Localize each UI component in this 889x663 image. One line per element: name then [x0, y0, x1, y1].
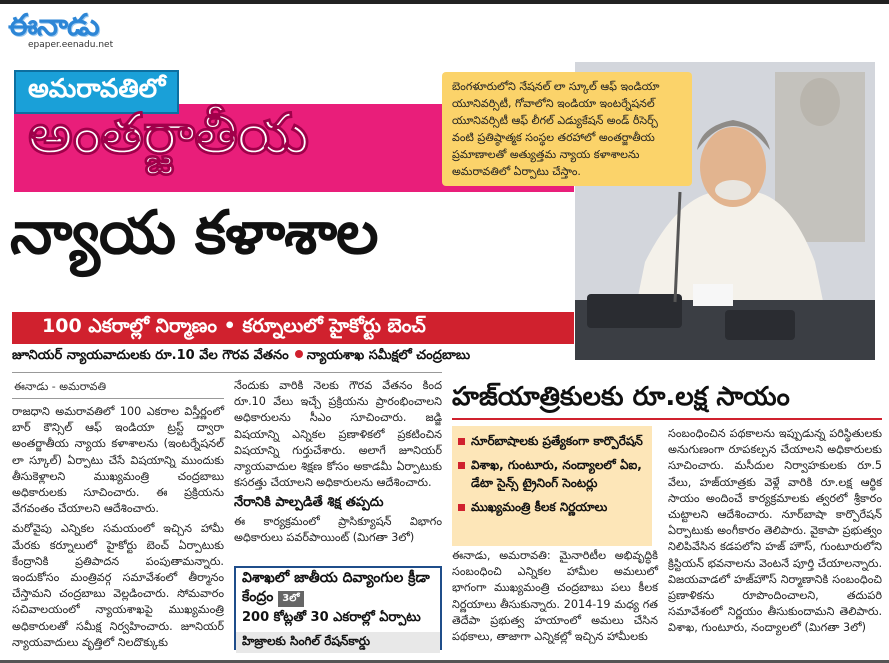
- bullet-square-icon: [458, 504, 465, 511]
- kicker-label: అమరావతిలో: [14, 70, 179, 114]
- bullet-dot-icon: [295, 350, 303, 358]
- bullet-text: విశాఖ, గుంటూరు, నంద్యాలలో ఏఐ, డేటా సైన్స్ ట్రైనింగ్ సెంటర్లు: [471, 458, 642, 490]
- article-column-2: [234, 378, 442, 546]
- box-line-1: 200 కోట్లతో 30 ఎకరాల్లో ఏర్పాటు: [242, 610, 421, 625]
- paragraph-text: సంబంధించిన పథకాలను ఇప్పుడున్న పరిస్థితులకు అనుగుణంగా రూపకల్పన చేయాలని అధికారులకు సూచించారు. మసీదుల నిర్వాహకులకు రూ.5 వేలు, హజ్‌యాత్రకు వెళ్లే వారికి రూ.లక్ష ఆర్థిక సాయం అందించే కార్యక్రమాలకు త్వరలో శ్రీకారం చుట్టాలని ఆదేశించారు. నూర్‌బాషా కార్పొరేషన్ ఏర్పాటుకు అంగీకారం తెలిపారు. వైకాపా ప్రభుత్వం నిలిపివేసిన కడపలోని హజ్ హౌస్, గుంటూరులోని క్రిస్టియన్ భవనాలను వెంటనే పూర్తి చేయాలన్నారు. విజయవాడలో హజ్‌హౌస్ నిర్మాణానికి సంబంధించి ప్రణాళికను రూపొందించాలని, తదుపరి సమావేశంలో నిర్ణయం తీసుకుందామని తెలిపారు. విశాఖ, గుంటూరు, నంద్యాలలో: [668, 427, 882, 635]
- subheadline-part-2: న్యాయశాఖ సమీక్షలో చంద్రబాబు: [306, 348, 471, 363]
- paragraph: మరోవైపు ఎన్నికల సమయంలో ఇచ్చిన హామీ మేరకు కర్నూలులో హైకోర్టు బెంచ్ ఏర్పాటుకు కేంద్రానికి ప్రతిపాదన పంపుతామన్నారు. ఇందుకోసం మంత్రివర్గ సమావేశంలో తీర్మానం చేస్తామని చంద్రబాబు వెల్లడించారు. సోమవారం సచివాలయంలో న్యాయశాఖపై ముఖ్యమంత్రి అధికారులతో సమీక్ష నిర్వహించారు. జూనియర్ న్యాయవాదులు వృత్తిలో నిలదొక్కుకు: [12, 522, 224, 649]
- paragraph: నేందుకు వారికి నెలకు గౌరవ వేతనం కింద రూ.10 వేలు ఇచ్చే ప్రక్రియను ప్రారంభించాలని అధికారులను సీఎం సూచించారు. జడ్జి విషయాన్ని ఎన్నికల ప్రణాళికలో ప్రకటించిన విషయాన్ని గుర్తుచేశారు. అలాగే జూనియర్ న్యాయవాదుల శిక్షణ కోసం అకాడమీ ఏర్పాటుకు కసరత్తు చేయాలని అధికారులను ఆదేశించారు.: [234, 379, 442, 490]
- haj-headline: హజ్‌యాత్రికులకు రూ.లక్ష సాయం: [452, 382, 790, 412]
- epaper-url: epaper.eenadu.net: [28, 40, 114, 50]
- byline: ఈనాడు - అమరావతి: [14, 380, 107, 393]
- subheadline-part-1: జూనియర్ న్యాయవాదులకు రూ.10 వేల గౌరవ వేతనం: [12, 348, 289, 363]
- bullet-item: [458, 498, 646, 516]
- article-column-1: [12, 404, 224, 651]
- haj-bullet-box: [452, 426, 652, 546]
- continued-link[interactable]: (మిగతా 3లో): [352, 530, 415, 544]
- sports-center-box: [234, 566, 442, 650]
- bullet-item: [458, 432, 646, 450]
- bullet-item: [458, 456, 646, 492]
- top-border: [0, 0, 889, 4]
- page-tag[interactable]: 3లో: [278, 591, 303, 607]
- bullet-square-icon: [458, 462, 465, 469]
- headline-line-1: అంతర్జాతీయ: [28, 102, 309, 167]
- callout-box: బెంగళూరులోని నేషనల్ లా స్కూల్ ఆఫ్ ఇండియా యూనివర్సిటీ, గోవాలోని ఇండియా ఇంటర్నేషనల్ యూనివర్సిటీ ఆఫ్ లీగల్ ఎడ్యుకేషన్ అండ్ రీసెర్చ్ వంటి ప్రతిష్ఠాత్మక సంస్థల తరహాలో అంతర్జాతీయ ప్రమాణాలతో అత్యుత్తమ న్యాయ కళాశాలను అమరావతిలో ఏర్పాటు చేస్తాం.: [442, 72, 692, 186]
- continued-link[interactable]: (మిగతా 3లో): [804, 621, 866, 635]
- bullet-text: నూర్‌బాషాలకు ప్రత్యేకంగా కార్పొరేషన్: [471, 434, 643, 448]
- paragraph-text: ఈ కార్యక్రమంలో ప్రాసిక్యూషన్ విభాగం అధికారులు పవర్‌పాయింట్: [234, 514, 442, 544]
- haj-divider: [452, 418, 882, 420]
- haj-column-1: ఈనాడు, అమరావతి: మైనారిటీల అభివృద్ధికి సంబంధించి ఎన్నికల హామీల అమలులో భాగంగా ముఖ్యమంత్రి చంద్రబాబు పలు కీలక నిర్ణయాలు తీసుకున్నారు. 2014-19 మధ్య గత తెదేపా ప్రభుత్వ హయాంలో అమలు చేసిన పథకాలు, తాజాగా ఎన్నికల్లో ఇచ్చిన హామీలకు: [452, 549, 658, 644]
- subheadline: [12, 348, 612, 366]
- headline-line-2: న్యాయ కళాశాల: [10, 198, 378, 268]
- divider: [12, 372, 442, 373]
- box-title-text: విశాఖలో జాతీయ దివ్యాంగుల క్రీడా కేంద్రం: [242, 570, 430, 605]
- box-line-2: హిజ్రాలకు సింగిల్ రేషన్‌కార్డు: [236, 632, 440, 653]
- paragraph: రాజధాని అమరావతిలో 100 ఎకరాల విస్తీర్ణంలో బార్ కౌన్సిల్ ఆఫ్ ఇండియా ట్రస్ట్ ద్వారా అంతర్జాతీయ న్యాయ కళాశాలను (ఇంటర్నేషనల్ లా స్కూల్) ఏర్పాటు చేసే విషయాన్ని ముందుకు తీసుకెళ్లాలని ముఖ్యమంత్రి చంద్రబాబు అధికారులకు సూచించారు. ఈ ప్రక్రియను వేగవంతం చేయాలని ఆదేశించారు.: [12, 405, 224, 516]
- eenadu-logo: ఈనాడు: [8, 8, 99, 43]
- paragraph: [234, 514, 442, 546]
- bullet-square-icon: [458, 438, 465, 445]
- bullet-text: ముఖ్యమంత్రి కీలక నిర్ణయాలు: [471, 500, 608, 514]
- highlight-bar: 100 ఎకరాల్లో నిర్మాణం • కర్నూలులో హైకోర్టు బెంచ్: [12, 312, 574, 344]
- column-subhead: నేరానికి పాల్పడితే శిక్ష తప్పదు: [234, 495, 384, 511]
- divider: [12, 398, 224, 399]
- haj-column-2: [668, 426, 882, 637]
- box-title: [236, 568, 440, 610]
